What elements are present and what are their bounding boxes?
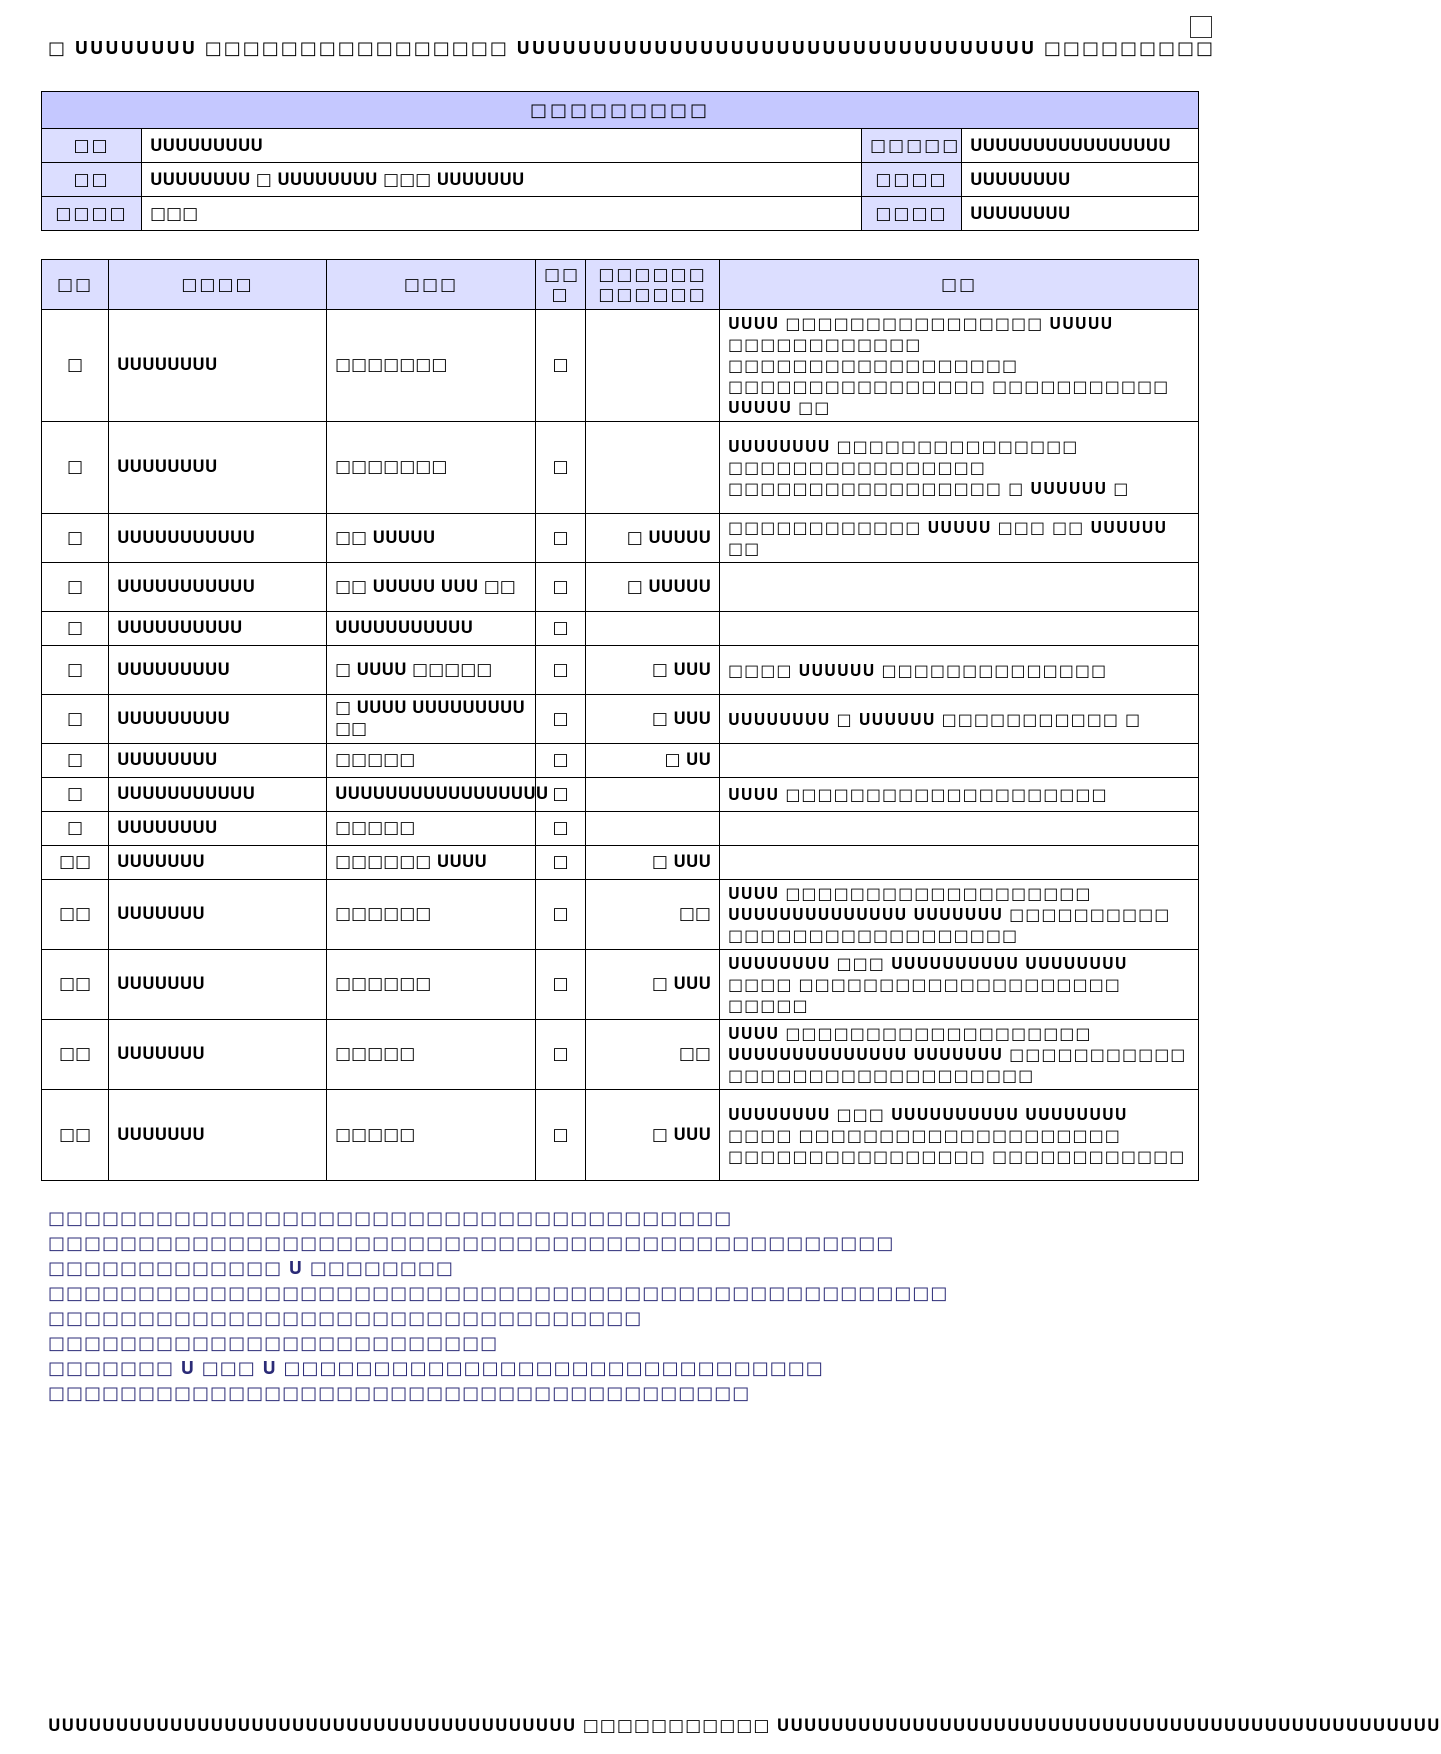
cell-name: 𝐔𝐔𝐔𝐔𝐔𝐔𝐔𝐔𝐔𝐔𝐔 [109, 563, 327, 612]
cell-note [720, 563, 1199, 612]
cell-no: □□ [42, 846, 109, 880]
info-value: 𝐔𝐔𝐔𝐔𝐔𝐔𝐔𝐔𝐔𝐔𝐔𝐔𝐔𝐔𝐔𝐔 [962, 129, 1199, 163]
cell-cost [586, 778, 720, 812]
cell-qty: □ [536, 695, 586, 744]
cell-no: □ [42, 778, 109, 812]
cell-spec: □□ 𝐔𝐔𝐔𝐔𝐔 𝐔𝐔𝐔 □□ [327, 563, 536, 612]
cell-qty: □ [536, 950, 586, 1020]
column-header: □□ [42, 260, 109, 310]
table-row [42, 778, 1199, 812]
note-line: □□□□□□□□□□□□□ 𝐔 □□□□□□□□ [48, 1258, 454, 1279]
cell-cost: □□ [586, 880, 720, 950]
cell-name: 𝐔𝐔𝐔𝐔𝐔𝐔𝐔𝐔𝐔 [109, 695, 327, 744]
parts-table [41, 259, 1199, 1181]
cell-note: 𝐔𝐔𝐔𝐔𝐔𝐔𝐔𝐔 □□□□□□□□□□□□□□□ □□□□□□□□□□□□□□□□ □□□□□□□□□□□□□□□□□ □ 𝐔𝐔𝐔𝐔𝐔𝐔 □ [720, 422, 1199, 514]
cell-qty: □ [536, 846, 586, 880]
cell-no: □ [42, 422, 109, 514]
cell-spec: □□□□□□□ [327, 422, 536, 514]
cell-name: 𝐔𝐔𝐔𝐔𝐔𝐔𝐔𝐔𝐔𝐔 [109, 612, 327, 646]
page-number-box [1190, 16, 1212, 38]
cell-no: □ [42, 612, 109, 646]
cell-cost: □ 𝐔𝐔𝐔 [586, 950, 720, 1020]
cell-cost [586, 310, 720, 422]
cell-name: 𝐔𝐔𝐔𝐔𝐔𝐔𝐔 [109, 880, 327, 950]
cell-qty: □ [536, 1020, 586, 1090]
cell-spec: □□ 𝐔𝐔𝐔𝐔𝐔 [327, 514, 536, 563]
cell-spec: □□□□□□ [327, 880, 536, 950]
cell-cost: □ 𝐔𝐔𝐔𝐔𝐔 [586, 563, 720, 612]
cell-no: □ [42, 812, 109, 846]
cell-qty: □ [536, 778, 586, 812]
note-line: □□□□□□□□□□□□□□□□□□□□□□□□□□□□□□□□□□□□□□□□□□□□□□□ [48, 1233, 895, 1254]
table-row [42, 812, 1199, 846]
column-header: □□□□ [109, 260, 327, 310]
info-row [42, 129, 1199, 163]
cell-cost [586, 422, 720, 514]
cell-note [720, 812, 1199, 846]
cell-note: 𝐔𝐔𝐔𝐔𝐔𝐔𝐔𝐔 □□□ 𝐔𝐔𝐔𝐔𝐔𝐔𝐔𝐔𝐔𝐔 𝐔𝐔𝐔𝐔𝐔𝐔𝐔𝐔 □□□□ □□□□□□□□□□□□□□□□□□□□ □□□□□ [720, 950, 1199, 1020]
cell-cost: □ 𝐔𝐔𝐔 [586, 646, 720, 695]
note-line: □□□□□□□□□□□□□□□□□□□□□□□□□□□□□□□□□ [48, 1308, 643, 1329]
info-label: □□□□ [862, 163, 962, 197]
cell-note: 𝐔𝐔𝐔𝐔 □□□□□□□□□□□□□□□□□□□□ [720, 778, 1199, 812]
cell-qty: □ [536, 514, 586, 563]
cell-spec: 𝐔𝐔𝐔𝐔𝐔𝐔𝐔𝐔𝐔𝐔𝐔 [327, 612, 536, 646]
table-row [42, 1020, 1199, 1090]
cell-name: 𝐔𝐔𝐔𝐔𝐔𝐔𝐔𝐔𝐔 [109, 646, 327, 695]
table-row [42, 1090, 1199, 1181]
info-label: □□□□ [42, 197, 142, 231]
cell-qty: □ [536, 310, 586, 422]
cell-name: 𝐔𝐔𝐔𝐔𝐔𝐔𝐔𝐔𝐔𝐔𝐔 [109, 514, 327, 563]
column-header: □□ [720, 260, 1199, 310]
cell-note: □□□□ 𝐔𝐔𝐔𝐔𝐔𝐔 □□□□□□□□□□□□□□ [720, 646, 1199, 695]
column-header: □□ □ [536, 260, 586, 310]
cell-spec: □□□□□ [327, 744, 536, 778]
cell-no: □ [42, 514, 109, 563]
cell-qty: □ [536, 812, 586, 846]
cell-qty: □ [536, 646, 586, 695]
cell-no: □ [42, 744, 109, 778]
note-line: □□□□□□□□□□□□□□□□□□□□□□□□□□□□□□□□□□□□□□□□□□□□□□□□□□ [48, 1283, 949, 1304]
cell-no: □ [42, 310, 109, 422]
cell-name: 𝐔𝐔𝐔𝐔𝐔𝐔𝐔 [109, 846, 327, 880]
notes-section [48, 1206, 1148, 1406]
cell-name: 𝐔𝐔𝐔𝐔𝐔𝐔𝐔 [109, 950, 327, 1020]
cell-name: 𝐔𝐔𝐔𝐔𝐔𝐔𝐔 [109, 1020, 327, 1090]
cell-qty: □ [536, 744, 586, 778]
info-label: □□□□ [862, 197, 962, 231]
column-header: □□□□□□ □□□□□□ [586, 260, 720, 310]
cell-name: 𝐔𝐔𝐔𝐔𝐔𝐔𝐔𝐔 [109, 422, 327, 514]
cell-name: 𝐔𝐔𝐔𝐔𝐔𝐔𝐔𝐔 [109, 812, 327, 846]
cell-note [720, 846, 1199, 880]
table-row [42, 422, 1199, 514]
cell-no: □□ [42, 1020, 109, 1090]
info-value: 𝐔𝐔𝐔𝐔𝐔𝐔𝐔𝐔 [962, 197, 1199, 231]
cell-spec: 𝐔𝐔𝐔𝐔𝐔𝐔𝐔𝐔𝐔𝐔𝐔𝐔𝐔𝐔𝐔𝐔𝐔 [327, 778, 536, 812]
cell-cost: □ 𝐔𝐔 [586, 744, 720, 778]
info-label: □□□□□ [862, 129, 962, 163]
info-label: □□ [42, 129, 142, 163]
cell-qty: □ [536, 880, 586, 950]
cell-note: 𝐔𝐔𝐔𝐔𝐔𝐔𝐔𝐔 □ 𝐔𝐔𝐔𝐔𝐔𝐔 □□□□□□□□□□□ □ [720, 695, 1199, 744]
info-row [42, 197, 1199, 231]
cell-cost: □ 𝐔𝐔𝐔 [586, 1090, 720, 1181]
cell-note [720, 744, 1199, 778]
table-row [42, 310, 1199, 422]
note-line: □□□□□□□□□□□□□□□□□□□□□□□□□ [48, 1333, 499, 1354]
info-label: □□ [42, 163, 142, 197]
info-value: 𝐔𝐔𝐔𝐔𝐔𝐔𝐔𝐔 □ 𝐔𝐔𝐔𝐔𝐔𝐔𝐔𝐔 □□□ 𝐔𝐔𝐔𝐔𝐔𝐔𝐔 [142, 163, 862, 197]
cell-name: 𝐔𝐔𝐔𝐔𝐔𝐔𝐔 [109, 1090, 327, 1181]
column-header: □□□ [327, 260, 536, 310]
info-value: 𝐔𝐔𝐔𝐔𝐔𝐔𝐔𝐔 [962, 163, 1199, 197]
cell-no: □□ [42, 1090, 109, 1181]
cell-qty: □ [536, 422, 586, 514]
info-value: □□□ [142, 197, 862, 231]
cell-note [720, 612, 1199, 646]
cell-qty: □ [536, 563, 586, 612]
cell-qty: □ [536, 612, 586, 646]
table-row [42, 695, 1199, 744]
cell-no: □□ [42, 880, 109, 950]
info-table [41, 91, 1199, 231]
cell-no: □□ [42, 950, 109, 1020]
table-row [42, 612, 1199, 646]
cell-cost: □ 𝐔𝐔𝐔𝐔𝐔 [586, 514, 720, 563]
cell-cost: □□ [586, 1020, 720, 1090]
info-row [42, 163, 1199, 197]
table-row [42, 950, 1199, 1020]
cell-note: 𝐔𝐔𝐔𝐔𝐔𝐔𝐔𝐔 □□□ 𝐔𝐔𝐔𝐔𝐔𝐔𝐔𝐔𝐔𝐔 𝐔𝐔𝐔𝐔𝐔𝐔𝐔𝐔 □□□□ □□□□□□□□□□□□□□□□□□□□ □□□□□□□□□□□□□□□□ □□□□□□□□□□□□ [720, 1090, 1199, 1181]
table-row [42, 563, 1199, 612]
cell-cost [586, 612, 720, 646]
cell-spec: □□□□□ [327, 812, 536, 846]
cell-spec: □□□□□□ 𝐔𝐔𝐔𝐔 [327, 846, 536, 880]
cell-name: 𝐔𝐔𝐔𝐔𝐔𝐔𝐔𝐔 [109, 744, 327, 778]
cell-no: □ [42, 695, 109, 744]
cell-spec: □□□□□ [327, 1090, 536, 1181]
table-row [42, 880, 1199, 950]
table-row [42, 846, 1199, 880]
cell-name: 𝐔𝐔𝐔𝐔𝐔𝐔𝐔𝐔 [109, 310, 327, 422]
cell-note: 𝐔𝐔𝐔𝐔 □□□□□□□□□□□□□□□□□□□ 𝐔𝐔𝐔𝐔𝐔𝐔𝐔𝐔𝐔𝐔𝐔𝐔𝐔𝐔 𝐔𝐔𝐔𝐔𝐔𝐔𝐔 □□□□□□□□□□□ □□□□□□□□□□□□□□□□□□□ [720, 1020, 1199, 1090]
cell-spec: □□□□□□□ [327, 310, 536, 422]
cell-spec: □□□□□ [327, 1020, 536, 1090]
table-header-row [42, 260, 1199, 310]
note-line: □□□□□□□□□□□□□□□□□□□□□□□□□□□□□□□□□□□□□□□ [48, 1383, 751, 1404]
cell-no: □ [42, 646, 109, 695]
cell-qty: □ [536, 1090, 586, 1181]
note-line: □□□□□□□□□□□□□□□□□□□□□□□□□□□□□□□□□□□□□□ [48, 1208, 733, 1229]
table-row [42, 744, 1199, 778]
document-header: □ 𝐔𝐔𝐔𝐔𝐔𝐔𝐔𝐔 □□□□□□□□□□□□□□□□ 𝐔𝐔𝐔𝐔𝐔𝐔𝐔𝐔𝐔𝐔𝐔𝐔𝐔𝐔𝐔𝐔𝐔𝐔𝐔𝐔𝐔𝐔𝐔𝐔𝐔𝐔𝐔𝐔𝐔𝐔𝐔𝐔𝐔𝐔 □□□□□□□□□ [48, 38, 1215, 59]
cell-cost: □ 𝐔𝐔𝐔 [586, 846, 720, 880]
cell-cost [586, 812, 720, 846]
table-row [42, 646, 1199, 695]
cell-note: 𝐔𝐔𝐔𝐔 □□□□□□□□□□□□□□□□ 𝐔𝐔𝐔𝐔𝐔 □□□□□□□□□□□□ □□□□□□□□□□□□□□□□□□ □□□□□□□□□□□□□□□□ □□□□□□□□□□□ 𝐔𝐔𝐔𝐔𝐔 □□ [720, 310, 1199, 422]
document-footer: 𝐔𝐔𝐔𝐔𝐔𝐔𝐔𝐔𝐔𝐔𝐔𝐔𝐔𝐔𝐔𝐔𝐔𝐔𝐔𝐔𝐔𝐔𝐔𝐔𝐔𝐔𝐔𝐔𝐔𝐔𝐔𝐔𝐔𝐔𝐔𝐔𝐔𝐔𝐔 □□□□□□□□□□□ 𝐔𝐔𝐔𝐔𝐔𝐔𝐔𝐔𝐔𝐔𝐔𝐔𝐔𝐔𝐔𝐔𝐔𝐔𝐔𝐔𝐔𝐔𝐔𝐔𝐔𝐔𝐔𝐔𝐔𝐔𝐔𝐔𝐔𝐔𝐔𝐔𝐔𝐔𝐔𝐔𝐔𝐔𝐔𝐔𝐔𝐔𝐔𝐔𝐔 [48, 1716, 1441, 1736]
cell-name: 𝐔𝐔𝐔𝐔𝐔𝐔𝐔𝐔𝐔𝐔𝐔 [109, 778, 327, 812]
cell-cost: □ 𝐔𝐔𝐔 [586, 695, 720, 744]
info-table-title: □□□□□□□□□ [42, 92, 1199, 129]
note-line: □□□□□□□ 𝐔 □□□ 𝐔 □□□□□□□□□□□□□□□□□□□□□□□□□□□□□□ [48, 1358, 824, 1379]
cell-note: 𝐔𝐔𝐔𝐔 □□□□□□□□□□□□□□□□□□□ 𝐔𝐔𝐔𝐔𝐔𝐔𝐔𝐔𝐔𝐔𝐔𝐔𝐔𝐔 𝐔𝐔𝐔𝐔𝐔𝐔𝐔 □□□□□□□□□□ □□□□□□□□□□□□□□□□□□ [720, 880, 1199, 950]
info-value: 𝐔𝐔𝐔𝐔𝐔𝐔𝐔𝐔𝐔 [142, 129, 862, 163]
cell-note: □□□□□□□□□□□□ 𝐔𝐔𝐔𝐔𝐔 □□□ □□ 𝐔𝐔𝐔𝐔𝐔𝐔 □□ [720, 514, 1199, 563]
cell-spec: □ 𝐔𝐔𝐔𝐔 𝐔𝐔𝐔𝐔𝐔𝐔𝐔𝐔𝐔 □□ [327, 695, 536, 744]
cell-spec: □□□□□□ [327, 950, 536, 1020]
cell-spec: □ 𝐔𝐔𝐔𝐔 □□□□□ [327, 646, 536, 695]
cell-no: □ [42, 563, 109, 612]
table-row [42, 514, 1199, 563]
